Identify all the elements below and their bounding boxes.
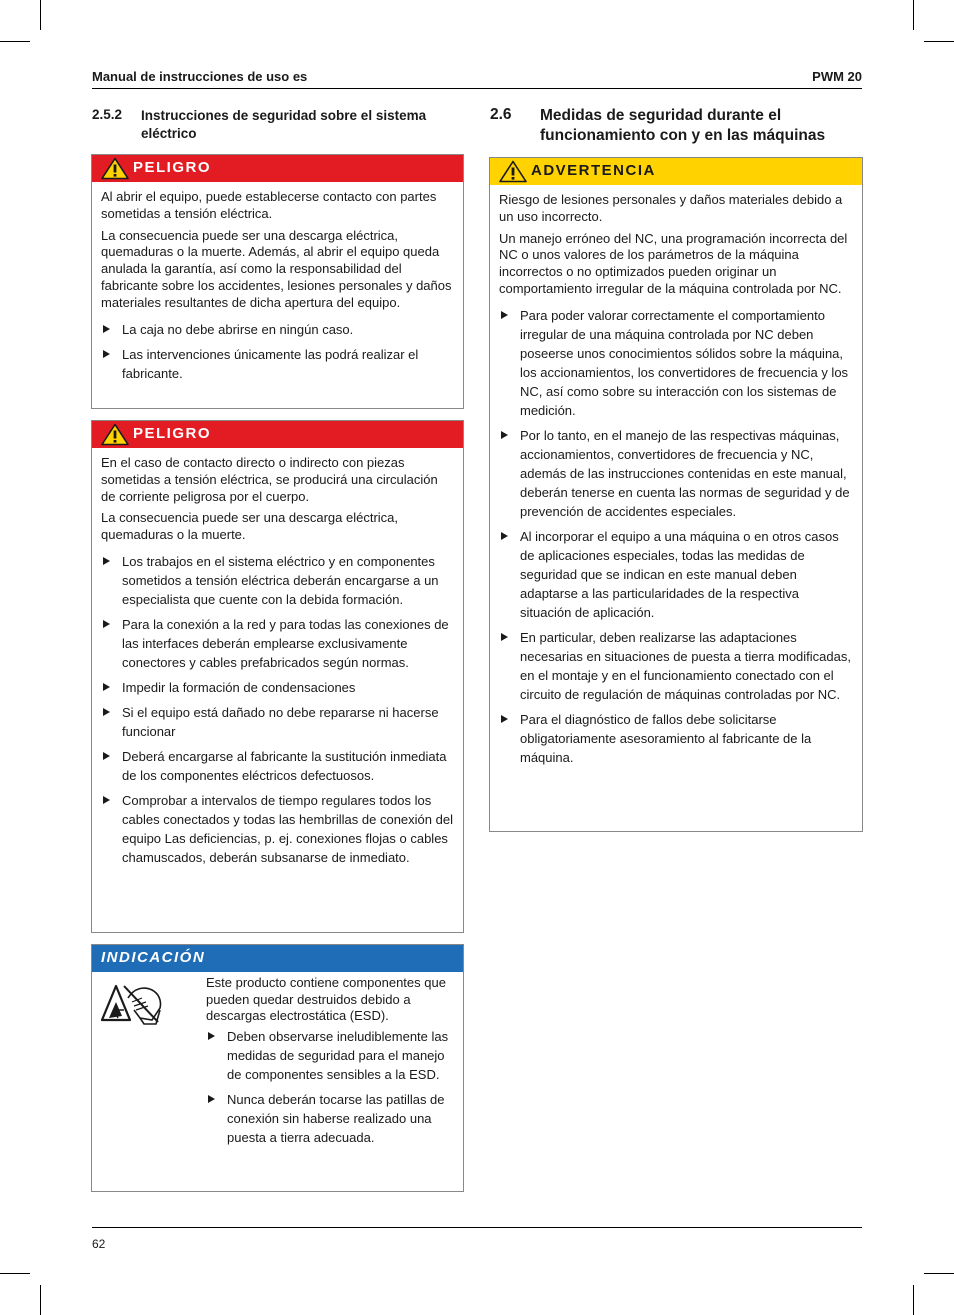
- crop-mark: [913, 1285, 914, 1315]
- paragraph: La consecuencia puede ser una descarga eléctrica, quemaduras o la muerte. Además, al abrir el equipo queda anulada la garantía, así como la responsabilidad del fabricante sobre los accidentes, lesiones personales y daños materiales resultantes de dicha apertura del equipo.: [101, 227, 452, 310]
- bullet-list: [101, 320, 454, 383]
- crop-mark: [913, 0, 914, 30]
- danger-content: [92, 182, 463, 397]
- indication-text: [206, 975, 455, 1153]
- section-number: 2.6: [490, 106, 512, 123]
- danger-box-1: [91, 154, 464, 409]
- paragraph: Un manejo erróneo del NC, una programación incorrecta del NC o unos valores de los parámetros de la máquina incorrectos o no optimizados pueden originar un comportamiento irregular de la máquina controlada por NC.: [499, 230, 848, 296]
- crop-mark: [0, 41, 30, 42]
- paragraph: Al abrir el equipo, puede establecerse contacto con partes sometidas a tensión eléctrica.: [101, 189, 437, 221]
- warning-label: ADVERTENCIA: [531, 162, 656, 179]
- list-item: Las intervenciones únicamente las podrá realizar el fabricante.: [101, 345, 454, 383]
- section-title: Instrucciones de seguridad sobre el sistema eléctrico: [141, 108, 427, 141]
- warning-header: [490, 158, 862, 185]
- paragraph: Este producto contiene componentes que pueden quedar destruidos debido a descargas electrostática (ESD).: [206, 975, 446, 1023]
- list-item: Al incorporar el equipo a una máquina o en otros casos de aplicaciones especiales, todas las medidas de seguridad que se indican en este manual deben adaptarse a las particularidades de la respectiva situación de aplicación.: [499, 527, 853, 622]
- page-number: 62: [92, 1237, 106, 1251]
- page-footer: [92, 1227, 862, 1251]
- esd-warning-icon: [100, 980, 164, 1026]
- danger-header: [92, 421, 463, 448]
- danger-header: [92, 155, 463, 182]
- list-item: En particular, deben realizarse las adaptaciones necesarias en situaciones de puesta a tierra modificadas, en el montaje y en el funcionamiento conectado con el circuito de regulación de máquinas controladas por NC.: [499, 628, 853, 704]
- product-name: PWM 20: [812, 69, 862, 84]
- paragraph: En el caso de contacto directo o indirecto con piezas sometidas a tensión eléctrica, se producirá una circulación de corriente peligrosa por el cuerpo.: [101, 455, 438, 504]
- list-item: Deberá encargarse al fabricante la sustitución inmediata de los componentes eléctricos defectuosos.: [101, 747, 454, 785]
- section-title: Medidas de seguridad durante el funcionamiento con y en las máquinas: [540, 107, 826, 144]
- warning-content: [490, 185, 862, 781]
- paragraph: La consecuencia puede ser una descarga eléctrica, quemaduras o la muerte.: [101, 510, 399, 543]
- warning-triangle-icon: [101, 157, 129, 180]
- crop-mark: [40, 0, 41, 30]
- list-item: Para el diagnóstico de fallos debe solicitarse obligatoriamente asesoramiento al fabricante de la máquina.: [499, 710, 853, 767]
- bullet-list: [499, 306, 853, 767]
- crop-mark: [924, 1273, 954, 1274]
- crop-mark: [924, 41, 954, 42]
- section-number: 2.5.2: [92, 107, 123, 122]
- indication-body: [92, 972, 463, 1191]
- warning-triangle-icon: [499, 160, 527, 183]
- danger-label: PELIGRO: [133, 159, 212, 176]
- list-item: Impedir la formación de condensaciones: [101, 678, 454, 697]
- page-header: [92, 68, 862, 89]
- warning-triangle-icon: [101, 423, 129, 446]
- list-item: Comprobar a intervalos de tiempo regulares todos los cables conectados y todas las hembrillas de conexión del equipo Las deficiencias, p. ej. conexiones flojas o cables chamuscados, deberán subsanarse de inmediato.: [101, 791, 454, 867]
- danger-label: PELIGRO: [133, 425, 212, 442]
- list-item: Por lo tanto, en el manejo de las respectivas máquinas, accionamientos, convertidores de frecuencia y NC, además de las instrucciones contenidas en este manual, deberán tenerse en cuenta las normas de seguridad y de prevención de accidentes especiales.: [499, 426, 853, 521]
- danger-content: [92, 448, 463, 881]
- manual-title: Manual de instrucciones de uso es: [92, 69, 308, 84]
- list-item: Para poder valorar correctamente el comportamiento irregular de una máquina controlada por NC deben poseerse unos conocimientos sólidos sobre la máquina, los accionamientos, los convertidores de frecuencia y los NC, así como sobre su interacción con los sistemas de medición.: [499, 306, 853, 420]
- crop-mark: [40, 1285, 41, 1315]
- list-item: La caja no debe abrirse en ningún caso.: [101, 320, 454, 339]
- indication-box: [91, 944, 464, 1192]
- warning-box: [489, 157, 863, 832]
- bullet-list: [101, 552, 454, 867]
- list-item: Para la conexión a la red y para todas las conexiones de las interfaces deberán emplearse exclusivamente conectores y cables prefabricados según normas.: [101, 615, 454, 672]
- list-item: Nunca deberán tocarse las patillas de conexión sin haberse realizado una puesta a tierra adecuada.: [206, 1090, 455, 1147]
- indication-label: INDICACIÓN: [101, 949, 206, 966]
- crop-mark: [0, 1273, 30, 1274]
- list-item: Los trabajos en el sistema eléctrico y en componentes sometidos a tensión eléctrica deberán encargarse a un especialista que cuente con la debida formación.: [101, 552, 454, 609]
- bullet-list: [206, 1027, 455, 1147]
- indication-header: [92, 945, 463, 972]
- danger-box-2: [91, 420, 464, 933]
- paragraph: Riesgo de lesiones personales y daños materiales debido a un uso incorrecto.: [499, 192, 843, 224]
- list-item: Si el equipo está dañado no debe repararse ni hacerse funcionar: [101, 703, 454, 741]
- list-item: Deben observarse ineludiblemente las medidas de seguridad para el manejo de componentes sensibles a la ESD.: [206, 1027, 455, 1084]
